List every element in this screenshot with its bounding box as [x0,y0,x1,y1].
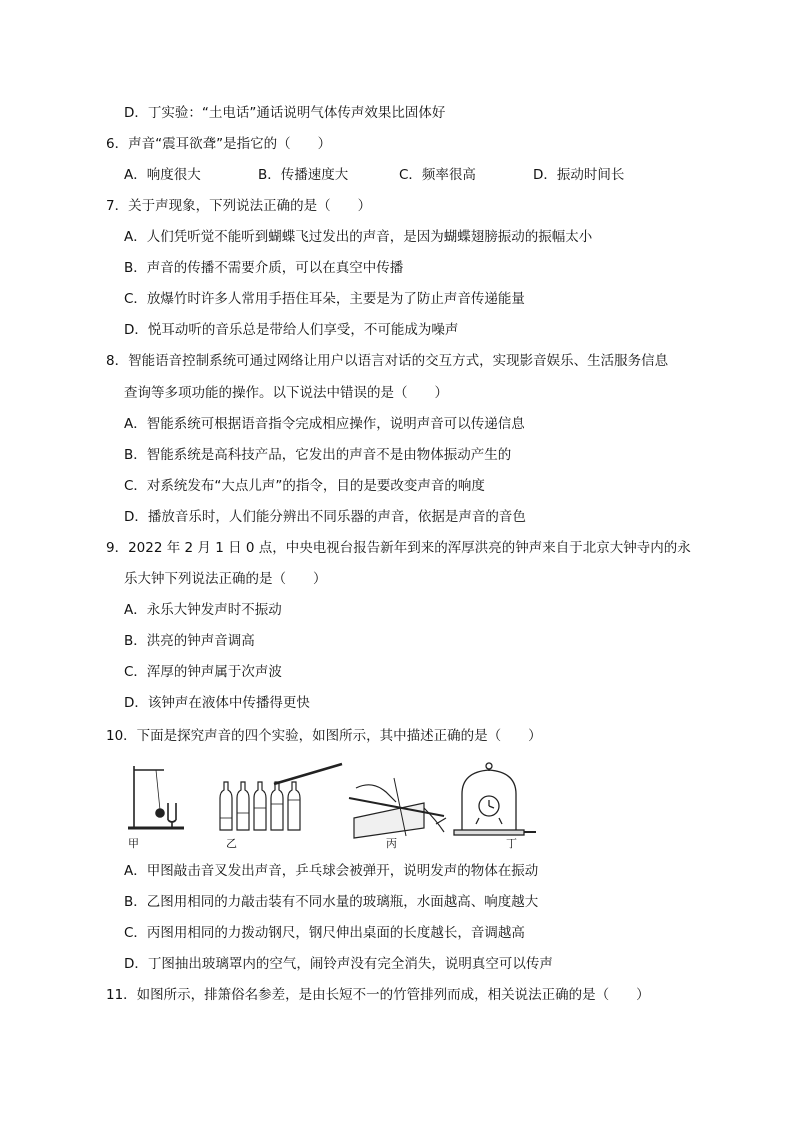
q10-experiment-figure [124,758,544,850]
q5-option-d: D．丁实验：“土电话”通话说明气体传声效果比固体好 [124,105,446,121]
q7-option-c: C．放爆竹时许多人常用手捂住耳朵，主要是为了防止声音传递能量 [124,291,525,307]
q6-option-d: D．振动时间长 [533,167,625,183]
q9-option-a: A．永乐大钟发声时不振动 [124,602,282,618]
q6-option-b: B．传播速度大 [258,167,349,183]
q8-option-a: A．智能系统可根据语音指令完成相应操作，说明声音可以传递信息 [124,416,525,432]
q7-stem: 7．关于声现象，下列说法正确的是（ ） [106,198,372,214]
q10-option-a: A．甲图敲击音叉发出声音，乒乓球会被弹开，说明发声的物体在振动 [124,863,539,879]
figure-label-bing: 丙 [386,837,397,850]
q6-stem: 6．声音“震耳欲聋”是指它的（ ） [106,136,332,152]
q9-option-c: C．浑厚的钟声属于次声波 [124,664,282,680]
q10-option-b: B．乙图用相同的力敲击装有不同水量的玻璃瓶，水面越高、响度越大 [124,894,539,910]
q8-stem-line1: 8．智能语音控制系统可通过网络让用户以语言对话的交互方式，实现影音娱乐、生活服务信息 [106,353,669,369]
q8-option-c: C．对系统发布“大点儿声”的指令，目的是要改变声音的响度 [124,478,485,494]
q10-option-d: D．丁图抽出玻璃罩内的空气，闹铃声没有完全消失，说明真空可以传声 [124,956,553,972]
q8-option-b: B．智能系统是高科技产品，它发出的声音不是由物体振动产生的 [124,447,512,463]
q6-option-a: A．响度很大 [124,167,201,183]
q10-option-c: C．丙图用相同的力拨动钢尺，钢尺伸出桌面的长度越长，音调越高 [124,925,525,941]
bottles-experiment-drawing [220,764,342,830]
q9-stem-line1: 9．2022 年 2 月 1 日 0 点，中央电视台报告新年到来的浑厚洪亮的钟声来自于北京大钟寺内的永 [106,540,691,556]
tuning-fork-experiment-drawing [128,766,184,828]
experiment-illustrations [124,758,544,850]
q7-option-a: A．人们凭听觉不能听到蝴蝶飞过发出的声音，是因为蝴蝶翅膀振动的振幅太小 [124,229,593,245]
q8-option-d: D．播放音乐时，人们能分辨出不同乐器的声音，依据是声音的音色 [124,509,526,525]
q9-option-d: D．该钟声在液体中传播得更快 [124,695,310,711]
q9-option-b: B．洪亮的钟声音调高 [124,633,255,649]
figure-label-jia: 甲 [128,837,139,850]
q7-option-d: D．悦耳动听的音乐总是带给人们享受，不可能成为噪声 [124,322,459,338]
ruler-experiment-drawing [349,778,446,838]
figure-label-ding: 丁 [506,837,517,850]
q8-stem-line2: 查询等多项功能的操作。以下说法中错误的是（ ） [124,385,448,401]
q9-stem-line2: 乐大钟下列说法正确的是（ ） [124,571,327,587]
bell-jar-experiment-drawing [454,763,536,835]
q10-stem: 10．下面是探究声音的四个实验，如图所示，其中描述正确的是（ ） [106,728,542,744]
q11-stem: 11．如图所示，排箫俗名参差，是由长短不一的竹管排列而成，相关说法正确的是（ ） [106,987,650,1003]
q7-option-b: B．声音的传播不需要介质，可以在真空中传播 [124,260,404,276]
figure-label-yi: 乙 [226,837,237,850]
q6-option-c: C．频率很高 [399,167,476,183]
